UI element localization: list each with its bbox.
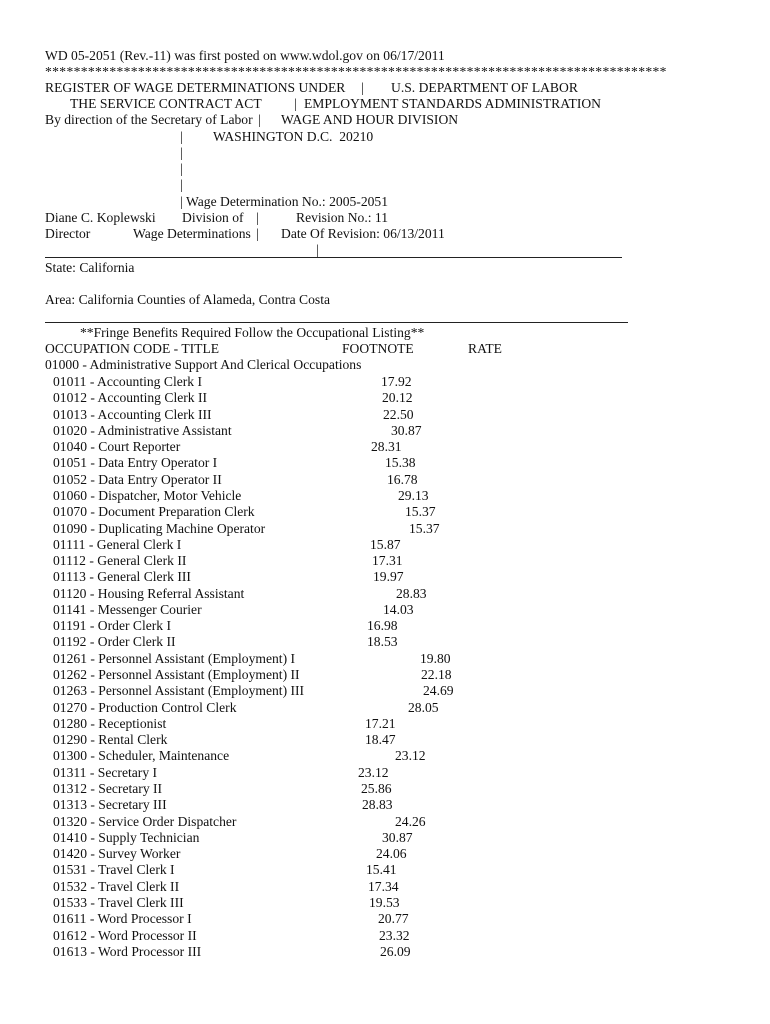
date-of-revision: Date Of Revision: 06/13/2011 xyxy=(281,226,445,241)
occupation-rate: 17.31 xyxy=(372,553,403,568)
occupation-title: 01060 - Dispatcher, Motor Vehicle xyxy=(53,488,242,503)
state-line: State: California xyxy=(45,260,135,275)
occupation-rate: 16.78 xyxy=(387,472,418,487)
occupation-title: 01070 - Document Preparation Clerk xyxy=(53,504,255,519)
wage-hour-division: WAGE AND HOUR DIVISION xyxy=(281,112,459,127)
occupation-rate: 28.05 xyxy=(408,700,439,715)
occupation-rate: 14.03 xyxy=(383,602,414,617)
occupation-rate: 28.83 xyxy=(362,797,393,812)
pipe-divider: | xyxy=(258,112,261,127)
occupation-rate: 19.97 xyxy=(373,569,404,584)
column-rate: RATE xyxy=(468,341,502,356)
occupation-group: 01000 - Administrative Support And Clerical Occupations xyxy=(45,357,362,372)
occupation-title: 01312 - Secretary II xyxy=(53,781,163,796)
pipe-divider: | xyxy=(180,145,183,160)
occupation-title: 01112 - General Clerk II xyxy=(53,553,187,568)
occupation-title: 01613 - Word Processor III xyxy=(53,944,202,959)
director-title: Director xyxy=(45,226,91,241)
sca-left: THE SERVICE CONTRACT ACT xyxy=(70,96,262,111)
occupation-title: 01612 - Word Processor II xyxy=(53,928,197,943)
pipe-divider: | xyxy=(180,177,183,192)
occupation-rate: 15.38 xyxy=(385,455,416,470)
occupation-rate: 15.87 xyxy=(370,537,401,552)
occupation-title: 01261 - Personnel Assistant (Employment) I xyxy=(53,651,296,666)
occupation-rate: 24.06 xyxy=(376,846,407,861)
occupation-title: 01420 - Survey Worker xyxy=(53,846,181,861)
occupation-title: 01290 - Rental Clerk xyxy=(53,732,168,747)
occupation-title: 01270 - Production Control Clerk xyxy=(53,700,237,715)
occupation-rate: 23.32 xyxy=(379,928,410,943)
occupation-rate: 22.50 xyxy=(383,407,414,422)
occupation-rate: 15.41 xyxy=(366,862,397,877)
pipe-divider: | xyxy=(256,226,259,241)
occupation-title: 01040 - Court Reporter xyxy=(53,439,181,454)
occupation-title: 01531 - Travel Clerk I xyxy=(53,862,175,877)
occupation-rate: 30.87 xyxy=(382,830,413,845)
pipe-divider: | xyxy=(180,194,183,209)
occupation-rate: 24.69 xyxy=(423,683,454,698)
occupation-rate: 22.18 xyxy=(421,667,452,682)
occupation-title: 01262 - Personnel Assistant (Employment) II xyxy=(53,667,300,682)
wage-determination-number: Wage Determination No.: 2005-2051 xyxy=(186,194,389,209)
column-occupation: OCCUPATION CODE - TITLE xyxy=(45,341,220,356)
occupation-rate: 28.83 xyxy=(396,586,427,601)
occupation-rate: 24.26 xyxy=(395,814,426,829)
pipe-divider: | xyxy=(294,96,297,111)
occupation-rate: 20.12 xyxy=(382,390,413,405)
occupation-title: 01280 - Receptionist xyxy=(53,716,167,731)
column-footnote: FOOTNOTE xyxy=(342,341,414,356)
occupation-rate: 15.37 xyxy=(405,504,436,519)
occupation-rate: 23.12 xyxy=(358,765,389,780)
occupation-title: 01300 - Scheduler, Maintenance xyxy=(53,748,230,763)
occupation-rate: 19.53 xyxy=(369,895,400,910)
occupation-title: 01410 - Supply Technician xyxy=(53,830,200,845)
area-line: Area: California Counties of Alameda, Contra Costa xyxy=(45,292,331,307)
pipe-divider: | xyxy=(316,242,319,257)
area-rule xyxy=(45,322,628,323)
occupation-rate: 18.53 xyxy=(367,634,398,649)
occupation-title: 01311 - Secretary I xyxy=(53,765,158,780)
direction-left: By direction of the Secretary of Labor xyxy=(45,112,253,127)
occupation-rate: 20.77 xyxy=(378,911,409,926)
occupation-rate: 16.98 xyxy=(367,618,398,633)
occupation-title: 01611 - Word Processor I xyxy=(53,911,192,926)
occupation-title: 01020 - Administrative Assistant xyxy=(53,423,232,438)
pipe-divider: | xyxy=(180,161,183,176)
header-rule xyxy=(45,257,622,258)
occupation-title: 01532 - Travel Clerk II xyxy=(53,879,180,894)
occupation-title: 01533 - Travel Clerk III xyxy=(53,895,184,910)
occupation-title: 01313 - Secretary III xyxy=(53,797,167,812)
occupation-rate: 29.13 xyxy=(398,488,429,503)
revision-number: Revision No.: 11 xyxy=(296,210,389,225)
occupation-title: 01012 - Accounting Clerk II xyxy=(53,390,208,405)
division-of: Division of xyxy=(182,210,244,225)
posted-line: WD 05-2051 (Rev.-11) was first posted on www.wdol.gov on 06/17/2011 xyxy=(45,48,445,63)
occupation-title: 01263 - Personnel Assistant (Employment) III xyxy=(53,683,305,698)
stars-divider: *************************************************************************************** xyxy=(45,64,667,79)
occupation-rate: 17.21 xyxy=(365,716,396,731)
occupation-title: 01192 - Order Clerk II xyxy=(53,634,176,649)
occupation-rate: 25.86 xyxy=(361,781,392,796)
fringe-note: **Fringe Benefits Required Follow the Occupational Listing** xyxy=(80,325,425,340)
occupation-title: 01141 - Messenger Courier xyxy=(53,602,202,617)
wage-determinations: Wage Determinations xyxy=(133,226,251,241)
occupation-title: 01051 - Data Entry Operator I xyxy=(53,455,218,470)
pipe-divider: | xyxy=(180,129,183,144)
occupation-title: 01113 - General Clerk III xyxy=(53,569,191,584)
occupation-rate: 17.92 xyxy=(381,374,412,389)
washington-address: WASHINGTON D.C. 20210 xyxy=(213,129,374,144)
occupation-rate: 23.12 xyxy=(395,748,426,763)
occupation-title: 01013 - Accounting Clerk III xyxy=(53,407,212,422)
occupation-title: 01090 - Duplicating Machine Operator xyxy=(53,521,266,536)
occupation-rate: 17.34 xyxy=(368,879,399,894)
occupation-title: 01120 - Housing Referral Assistant xyxy=(53,586,245,601)
pipe-divider: | xyxy=(361,80,364,95)
occupation-rate: 18.47 xyxy=(365,732,396,747)
director-name: Diane C. Koplewski xyxy=(45,210,156,225)
register-left: REGISTER OF WAGE DETERMINATIONS UNDER xyxy=(45,80,346,95)
pipe-divider: | xyxy=(256,210,259,225)
occupation-title: 01320 - Service Order Dispatcher xyxy=(53,814,237,829)
occupation-rate: 19.80 xyxy=(420,651,451,666)
occupation-rate: 26.09 xyxy=(380,944,411,959)
occupation-rate: 30.87 xyxy=(391,423,422,438)
esa-right: EMPLOYMENT STANDARDS ADMINISTRATION xyxy=(304,96,601,111)
occupation-title: 01191 - Order Clerk I xyxy=(53,618,172,633)
occupation-rate: 28.31 xyxy=(371,439,402,454)
occupation-title: 01052 - Data Entry Operator II xyxy=(53,472,222,487)
dept-of-labor: U.S. DEPARTMENT OF LABOR xyxy=(391,80,578,95)
occupation-title: 01011 - Accounting Clerk I xyxy=(53,374,202,389)
occupation-title: 01111 - General Clerk I xyxy=(53,537,182,552)
occupation-rate: 15.37 xyxy=(409,521,440,536)
